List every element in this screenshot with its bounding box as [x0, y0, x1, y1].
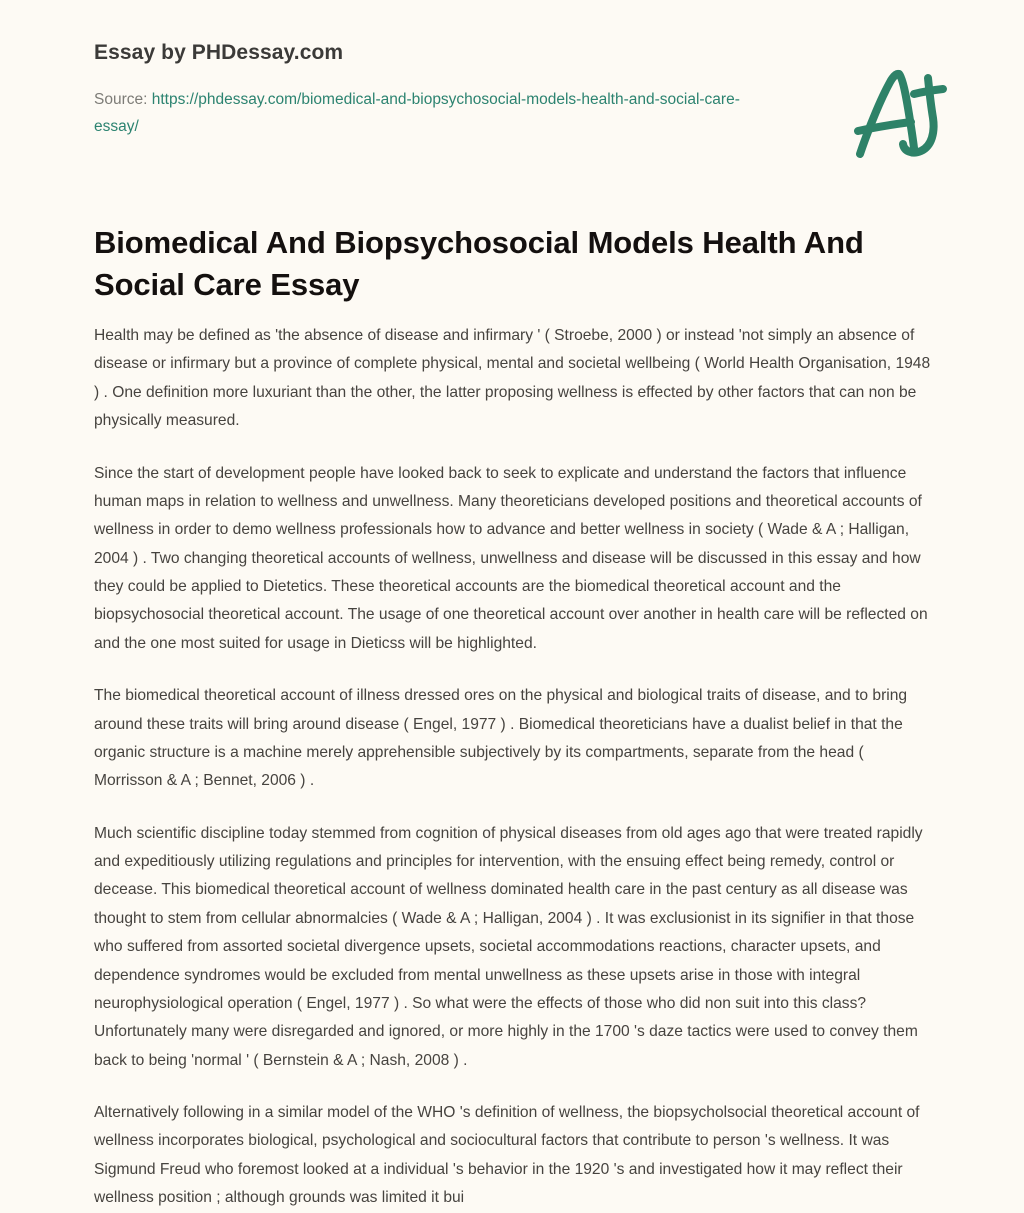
source-label: Source: [94, 91, 148, 109]
paragraph: Alternatively following in a similar model of the WHO 's definition of wellness, the biopsycholsocial theoretical account of wellness incorporates biological, psychological and sociocultural factors that contribute to person 's wellness. It was Sigmund Freud who foremost looked at a individual 's behavior in the 1920 's and investigated how it may reflect their wellness position ; although grounds was limited it bui [94, 1104, 920, 1207]
source-line [94, 86, 774, 140]
source-url-link[interactable]: https://phdessay.com/biomedical-and-biopsychosocial-models-health-and-social-care-essay/ [94, 91, 740, 136]
essay-body [94, 322, 932, 1213]
paragraph: Much scientific discipline today stemmed from cognition of physical diseases from old ages ago that were treated rapidly and expeditiously utilizing regulations and principles for intervention, with the ensuing effect being remedy, control or decease. This biomedical theoretical account of wellness dominated health care in the past century as all disease was thought to stem from cellular abnormalcies ( Wade & A ; Halligan, 2004 ) . It was exclusionist in its signifier in that those who suffered from assorted societal divergence upsets, societal accommodations reactions, character upsets, and dependence syndromes would be excluded from mental unwellness as these upsets arise in those with integral neurophysiological operation ( Engel, 1977 ) . So what were the effects of those who did non suit into this class? Unfortunately many were disregarded and ignored, or more highly in the 1700 's daze tactics were used to convey them back to being 'normal ' ( Bernstein & A ; Nash, 2008 ) . [94, 824, 923, 1069]
paragraph: The biomedical theoretical account of illness dressed ores on the physical and biological traits of disease, and to bring around these traits will bring around disease ( Engel, 1977 ) . Biomedical theoreticians have a dualist belief in that the organic structure is a machine merely apprehensible subjectively by its compartments, separate from the head ( Morrisson & A ; Bennet, 2006 ) . [94, 687, 908, 790]
paragraph: Since the start of development people have looked back to seek to explicate and understand the factors that influence human maps in relation to wellness and unwellness. Many theoreticians developed positions and theoretical accounts of wellness in order to demo wellness professionals how to advance and better wellness in society ( Wade & A ; Halligan, 2004 ) . Two changing theoretical accounts of wellness, unwellness and disease will be discussed in this essay and how they could be applied to Dietetics. These theoretical accounts are the biomedical theoretical account and the biopsychosocial theoretical account. The usage of one theoretical account over another in health care will be reflected on and the one most suited for usage in Dieticss will be highlighted. [94, 464, 928, 652]
brand-title: Essay by PHDessay.com [94, 41, 344, 64]
page-header [94, 40, 964, 140]
a-plus-logo [844, 58, 962, 176]
paragraph: Health may be defined as 'the absence of disease and infirmary ' ( Stroebe, 2000 ) or instead 'not simply an absence of disease or infirmary but a province of complete physical, mental and societal wellbeing ( World Health Organisation, 1948 ) . One definition more luxuriant than the other, the latter proposing wellness is effected by other factors that can non be physically measured. [94, 327, 931, 430]
page-title: Biomedical And Biopsychosocial Models Health And Social Care Essay [94, 225, 864, 303]
